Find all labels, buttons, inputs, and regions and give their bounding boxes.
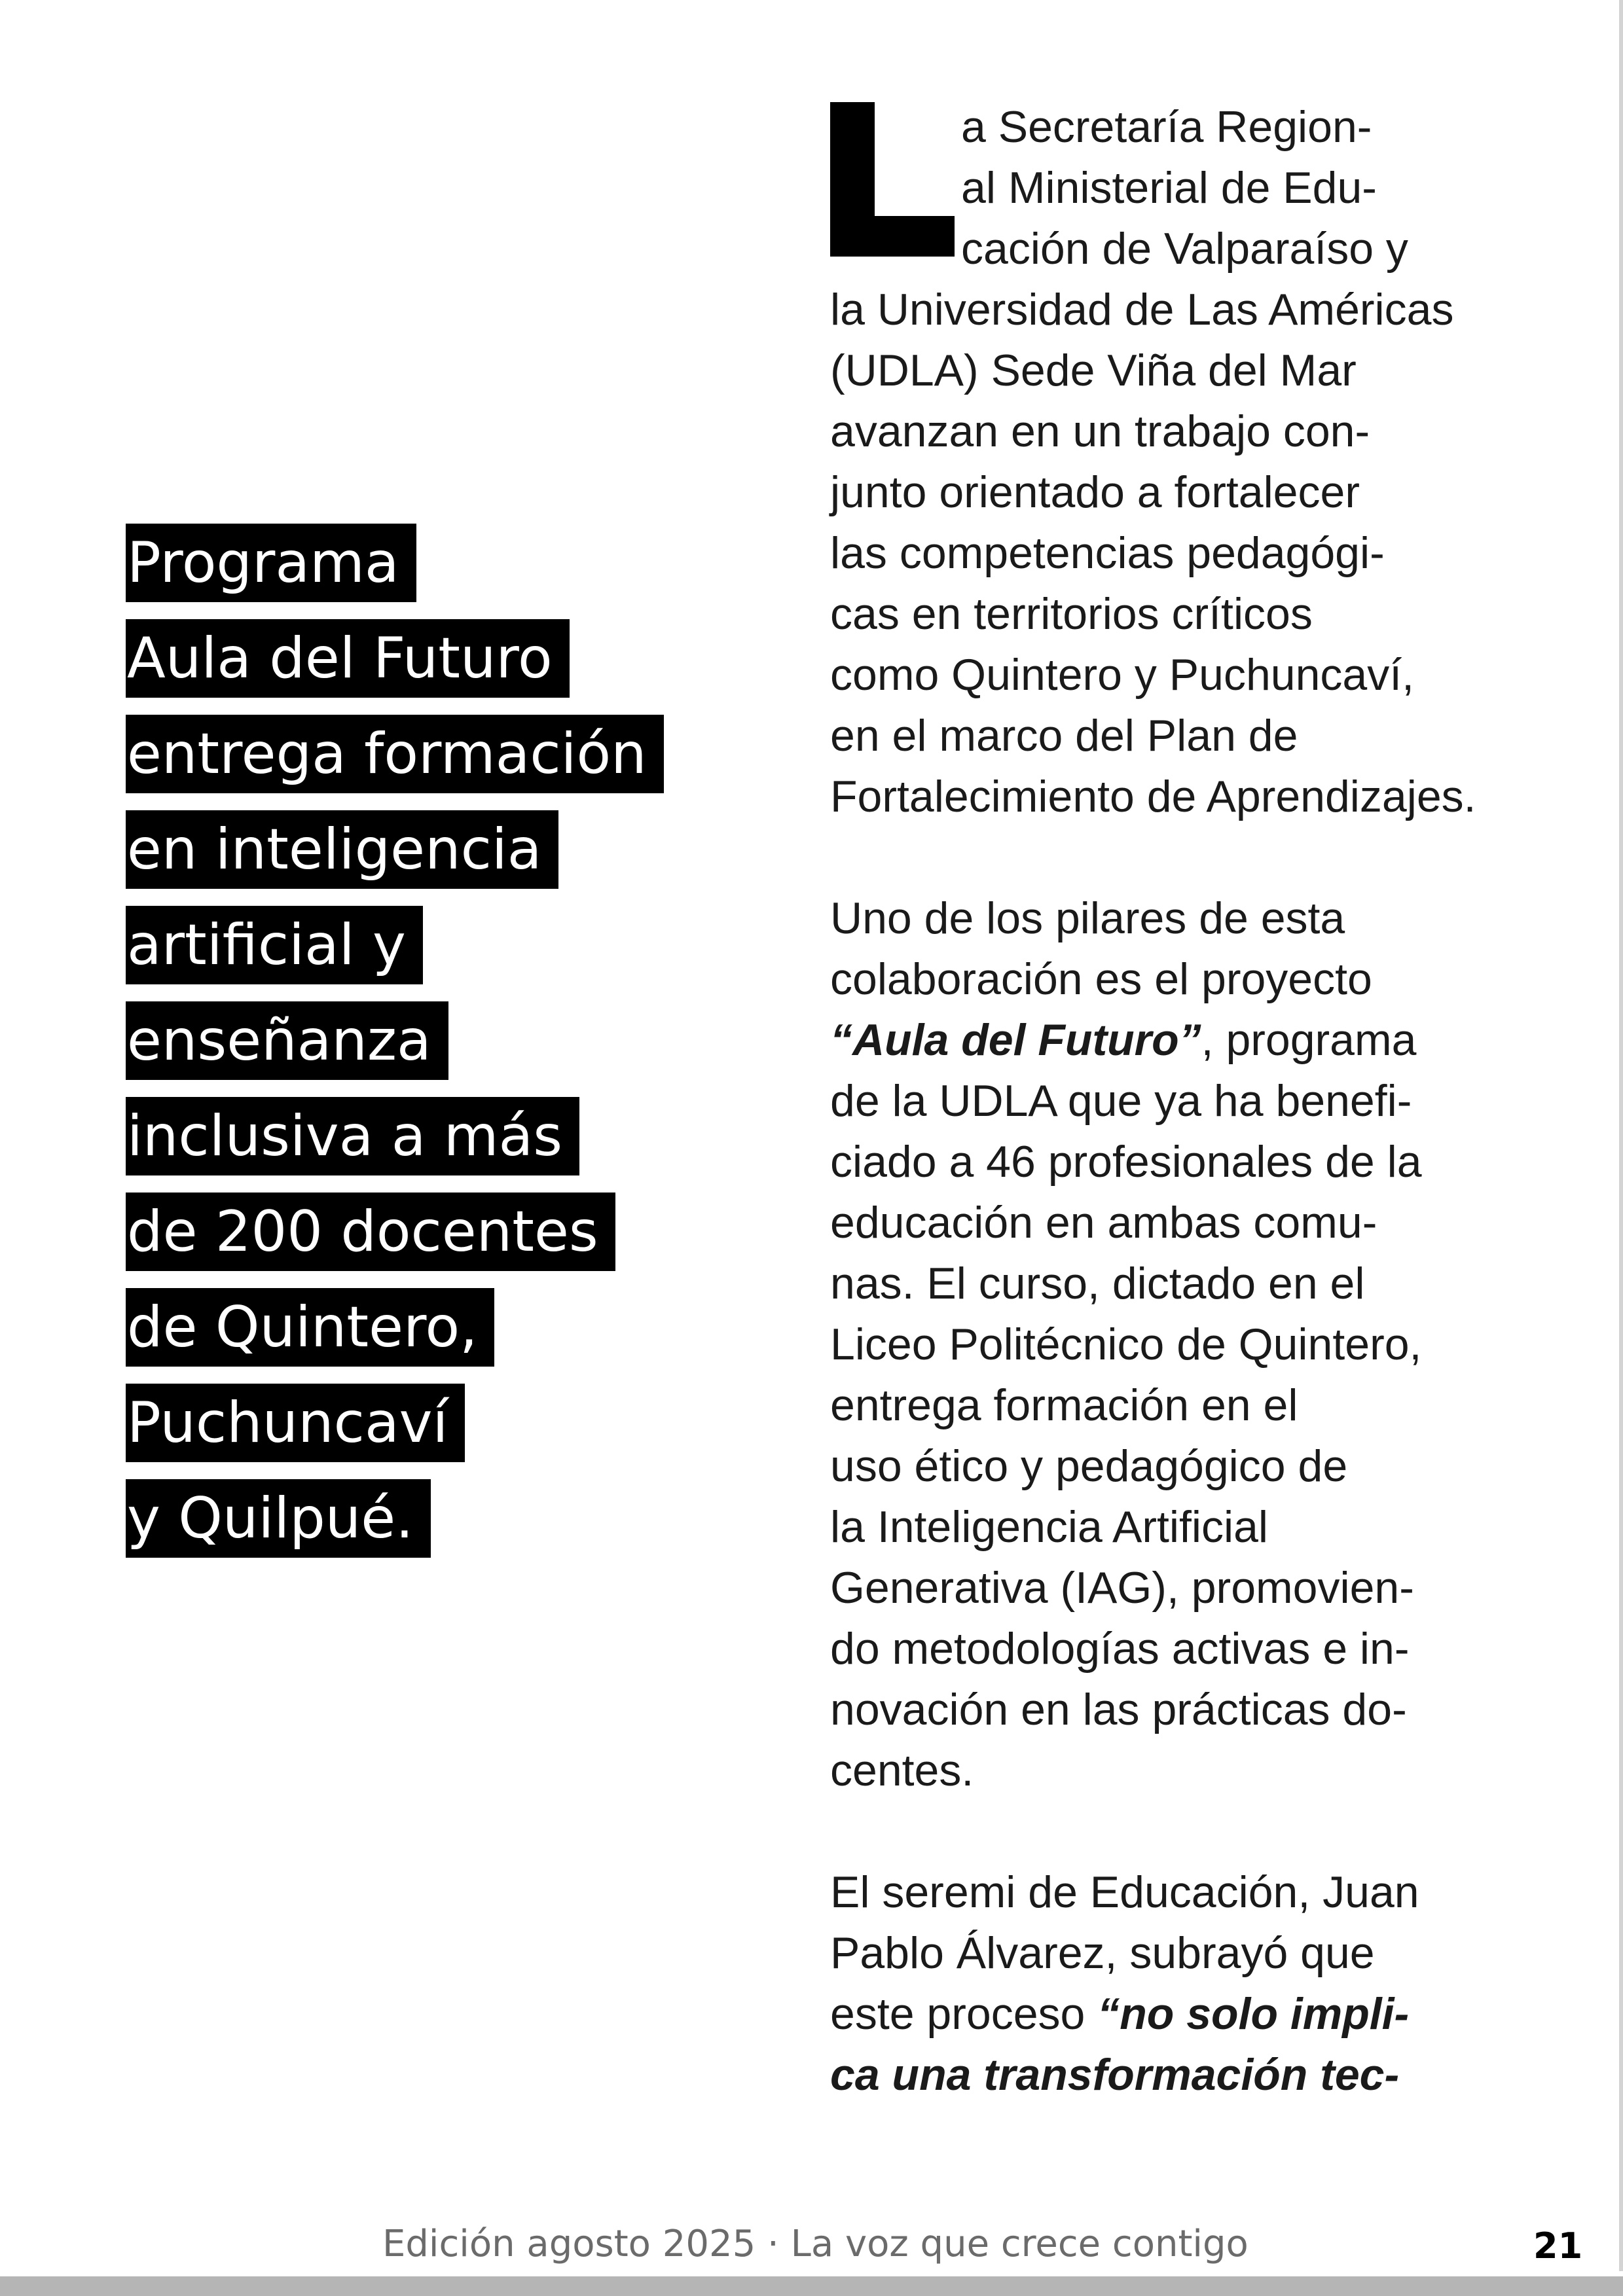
text-line: Generativa (IAG), promovien-: [830, 1563, 1414, 1613]
text-line: ciado a 46 profesionales de la: [830, 1137, 1422, 1187]
text-line: a Secretaría Region-: [961, 102, 1372, 152]
text-line: novación en las prácticas do-: [830, 1685, 1407, 1734]
text-line: El seremi de Educación, Juan: [830, 1867, 1419, 1917]
quote-fragment: “no solo impli-: [1097, 1989, 1410, 2039]
paragraph-seremi: [830, 1862, 1511, 2106]
project-name: “Aula del Futuro”: [830, 1015, 1201, 1065]
page-edge: [1619, 0, 1623, 2271]
text-line: Fortalecimiento de Aprendizajes.: [830, 772, 1476, 821]
text-line: Uno de los pilares de esta: [830, 893, 1345, 943]
text-line: [830, 1984, 1511, 2045]
headline-line: de Quintero,: [126, 1288, 754, 1384]
headline-line: enseñanza: [126, 1001, 754, 1097]
headline-line: Programa: [126, 524, 754, 619]
text-line: en el marco del Plan de: [830, 711, 1298, 761]
text-line: entrega formación en el: [830, 1380, 1298, 1430]
paragraph-intro: [830, 97, 1511, 827]
text-line: al Ministerial de Edu-: [961, 163, 1377, 213]
text-fragment: , programa: [1201, 1015, 1417, 1065]
headline-line: artificial y: [126, 906, 754, 1001]
headline-line: y Quilpué.: [126, 1479, 754, 1575]
headline-line: Puchuncaví: [126, 1384, 754, 1479]
drop-cap-letter-l: [830, 102, 955, 257]
headline-line: en inteligencia: [126, 810, 754, 906]
text-line: [830, 1010, 1511, 1071]
text-line: Pablo Álvarez, subrayó que: [830, 1928, 1375, 1978]
text-line: de la UDLA que ya ha benefi-: [830, 1076, 1412, 1126]
text-line: uso ético y pedagógico de: [830, 1441, 1348, 1491]
text-line: la Universidad de Las Américas: [830, 285, 1454, 334]
paragraph-aula-del-futuro: [830, 888, 1511, 1801]
text-line: Liceo Politécnico de Quintero,: [830, 1319, 1422, 1369]
headline: [126, 524, 754, 1575]
text-line: la Inteligencia Artificial: [830, 1502, 1269, 1552]
text-line: do metodologías activas e in-: [830, 1624, 1410, 1674]
text-line: las competencias pedagógi-: [830, 528, 1385, 578]
text-line: centes.: [830, 1746, 974, 1795]
headline-line: de 200 docentes: [126, 1193, 754, 1288]
headline-line: entrega formación: [126, 715, 754, 810]
drop-cap: [830, 102, 955, 257]
page-bottom-bar: [0, 2276, 1623, 2296]
text-line: nas. El curso, dictado en el: [830, 1259, 1365, 1308]
footer-edition: Edición agosto 2025 · La voz que crece contigo: [382, 2223, 1249, 2265]
text-line: avanzan en un trabajo con-: [830, 406, 1370, 456]
headline-line: inclusiva a más: [126, 1097, 754, 1193]
quote-line: ca una transformación tec-: [830, 2050, 1400, 2100]
text-line: como Quintero y Puchuncaví,: [830, 650, 1415, 700]
text-line: (UDLA) Sede Viña del Mar: [830, 346, 1357, 395]
text-line: educación en ambas comu-: [830, 1198, 1377, 1247]
text-line: cación de Valparaíso y: [961, 224, 1408, 274]
text-line: cas en territorios críticos: [830, 589, 1313, 639]
text-line: colaboración es el proyecto: [830, 954, 1372, 1004]
text-line: junto orientado a fortalecer: [830, 467, 1360, 517]
text-fragment: este proceso: [830, 1989, 1098, 2039]
article-body: [830, 97, 1511, 2106]
headline-line: Aula del Futuro: [126, 619, 754, 715]
page-number: 21: [1533, 2225, 1583, 2267]
